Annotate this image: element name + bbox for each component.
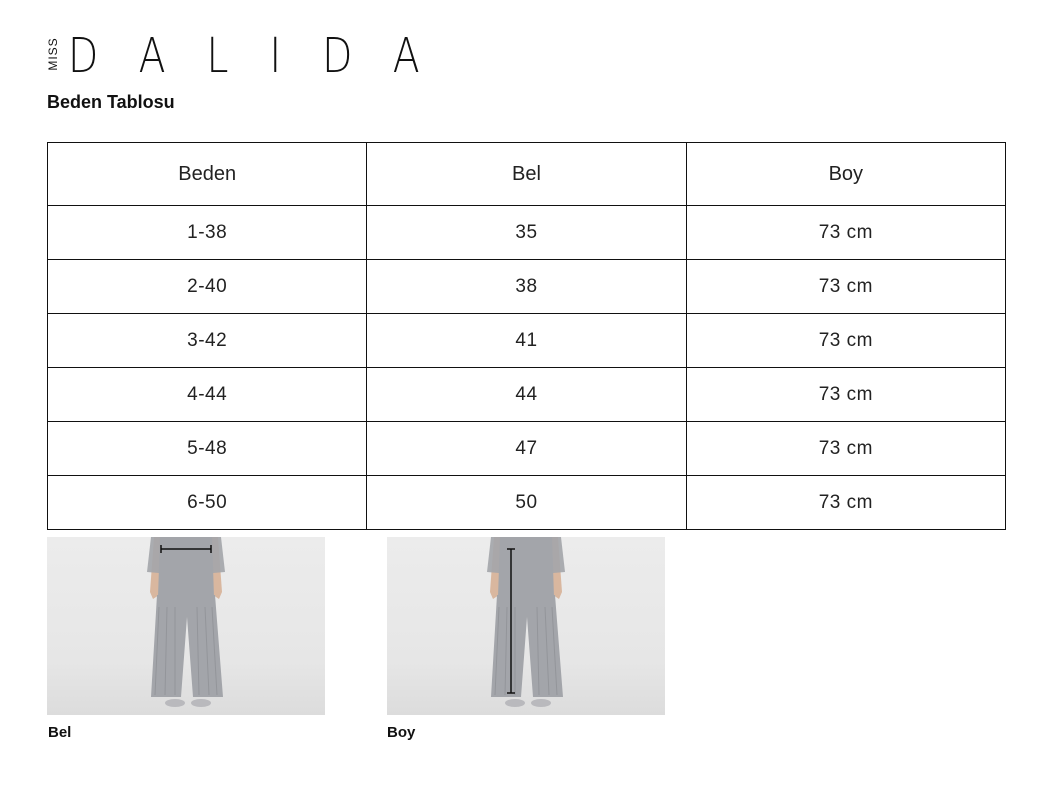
cell-beden: 4-44: [48, 368, 367, 422]
cell-beden: 5-48: [48, 422, 367, 476]
caption-bel: Bel: [48, 724, 72, 741]
right-shoe: [531, 699, 551, 707]
logo-wordmark: DALIDA: [68, 28, 461, 84]
tunic: [498, 537, 554, 601]
caption-boy: Boy: [387, 724, 416, 741]
table-header-row: [48, 143, 1006, 206]
tunic: [158, 537, 214, 601]
table-row: [48, 260, 1006, 314]
table-row: [48, 422, 1006, 476]
header-boy: Boy: [686, 143, 1005, 206]
size-table: [47, 142, 1006, 530]
cell-boy: 73 cm: [686, 260, 1005, 314]
cell-beden: 6-50: [48, 476, 367, 530]
cell-boy: 73 cm: [686, 422, 1005, 476]
table-row: [48, 314, 1006, 368]
cell-bel: 47: [367, 422, 686, 476]
cell-boy: 73 cm: [686, 476, 1005, 530]
cell-bel: 50: [367, 476, 686, 530]
table-row: [48, 368, 1006, 422]
waist-measure-photo: [47, 537, 325, 715]
table-row: [48, 476, 1006, 530]
cell-bel: 44: [367, 368, 686, 422]
left-shoe: [165, 699, 185, 707]
table-row: [48, 206, 1006, 260]
cell-beden: 3-42: [48, 314, 367, 368]
length-measure-photo: [387, 537, 665, 715]
cell-beden: 1-38: [48, 206, 367, 260]
left-shoe: [505, 699, 525, 707]
cell-boy: 73 cm: [686, 368, 1005, 422]
cell-boy: 73 cm: [686, 206, 1005, 260]
cell-boy: 73 cm: [686, 314, 1005, 368]
cell-beden: 2-40: [48, 260, 367, 314]
header-beden: Beden: [48, 143, 367, 206]
logo-miss: MISS: [46, 37, 60, 71]
cell-bel: 35: [367, 206, 686, 260]
model-illustration: [47, 537, 325, 715]
cell-bel: 38: [367, 260, 686, 314]
page-title: Beden Tablosu: [47, 92, 175, 112]
header-bel: Bel: [367, 143, 686, 206]
model-illustration: [387, 537, 665, 715]
right-shoe: [191, 699, 211, 707]
cell-bel: 41: [367, 314, 686, 368]
